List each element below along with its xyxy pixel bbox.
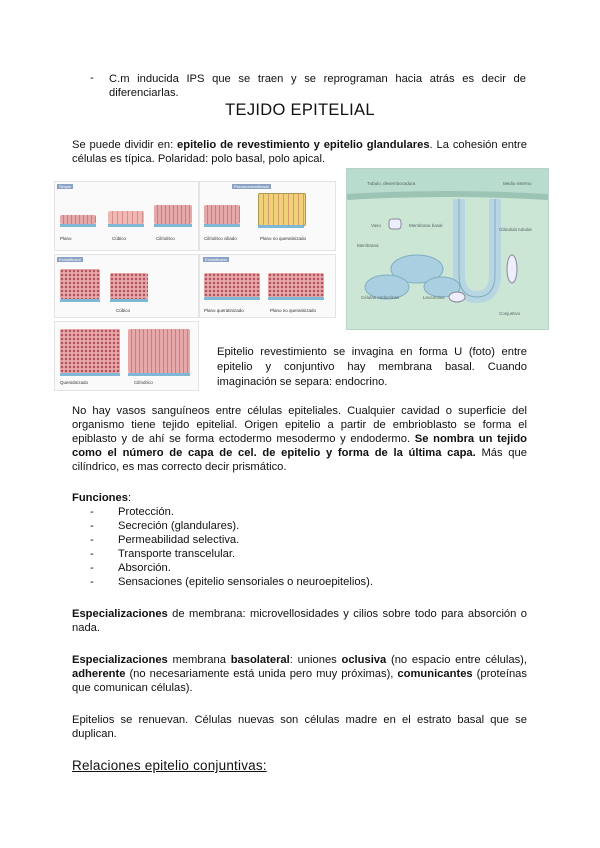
diagram-label-8: Leucocitos: [423, 295, 445, 300]
tag-simple: Simple: [59, 184, 72, 189]
tissue-simple-cyl: [154, 205, 192, 224]
tissue-strat-5: [60, 329, 120, 373]
intro-prefix: Se puede dividir en:: [72, 139, 178, 151]
gland-diagram: [346, 168, 549, 330]
especializaciones-basolateral: [72, 653, 527, 695]
intro-bold: epitelio de revestimiento y epitelio glandulares: [177, 139, 430, 151]
tissue-strat-2: [110, 273, 148, 299]
tag-strat2: Estratificado: [205, 257, 228, 262]
espec2-b2: basolateral: [230, 654, 290, 666]
tissue-simple-cubic: [108, 211, 144, 224]
funciones-list: [90, 505, 527, 589]
tag-strat1: Estratificado: [59, 257, 82, 262]
list-item: - Absorción.: [90, 561, 527, 575]
tissue-pseudo-1: [204, 205, 240, 224]
tissue-strat-4: [268, 273, 324, 297]
para2-text: No hay vasos sanguíneos entre células epiteliales. Cualquier cavidad o superficie del organismo tiene tejido epitelial. Origen epitelio a partir de embrioblasto se forma el epiblasto y de ahí se forma ectodermo mesodermo y endodermo.: [72, 405, 527, 445]
list-item: - Protección.: [90, 505, 527, 519]
espec2-t4: (no necesariamente está unida pero muy próximas),: [125, 668, 398, 680]
diagram-label-2: Medio externo: [503, 181, 532, 186]
label-5: Plano no queratinizado: [260, 236, 307, 241]
subheading-relaciones: Relaciones epitelio conjuntivas:: [72, 758, 267, 773]
tissue-strat-3: [204, 273, 260, 297]
dash-marker: -: [90, 72, 94, 84]
diagram-label-7: Células endocrinas: [361, 295, 400, 300]
funciones-colon: :: [127, 492, 132, 504]
diagram-label-6: Membrana: [357, 243, 379, 248]
espec2-b3: oclusiva: [341, 654, 387, 666]
para2-bold: Se nombra un tejido como el número de capa de cel. de epitelio y forma de la última capa.: [72, 433, 527, 459]
funciones-section: [72, 491, 527, 589]
surface-epithelium: [347, 194, 548, 197]
paragraph-vessels: [72, 404, 527, 474]
label-3: Cilíndrico: [156, 236, 175, 241]
tissue-strat-6: [128, 329, 190, 373]
funciones-title: Funciones: [72, 492, 128, 504]
top-bullet: [90, 72, 526, 100]
label-10: Cilíndrico: [134, 380, 153, 385]
espec2-t2: : uniones: [289, 654, 342, 666]
basal-3: [154, 224, 192, 227]
espec1-text: de membrana: microvellosidades y cilios sobre todo para absorción o nada.: [72, 608, 527, 634]
u-invagination: [459, 199, 495, 297]
vessel-3: [507, 255, 517, 283]
tissue-simple-flat: [60, 215, 96, 224]
basal-10: [60, 373, 120, 376]
page-title: TEJIDO EPITELIAL: [225, 101, 375, 119]
basal-11: [128, 373, 190, 376]
funciones-heading: [72, 491, 527, 505]
basal-2: [108, 224, 144, 227]
espec2-b4: adherente: [72, 668, 126, 680]
espec2-b1: Especializaciones: [72, 654, 168, 666]
espec2-t5: (proteínas que comunican células).: [72, 668, 527, 694]
label-9: Queratinizado: [60, 380, 89, 385]
tissue-pseudo-2: [258, 193, 306, 226]
basal-7: [110, 299, 148, 302]
list-item: - Secreción (glandulares).: [90, 519, 527, 533]
diagram-label-5: Glándula tubular: [499, 227, 533, 232]
label-6: Cúbico: [116, 308, 131, 313]
diagram-label-3: Vaso: [371, 223, 381, 228]
basal-1: [60, 224, 96, 227]
basal-4: [204, 224, 240, 227]
basal-8: [204, 297, 260, 300]
tissue-strat-1: [60, 269, 100, 299]
figure-caption: Epitelio revestimiento se invagina en forma U (foto) entre epitelio y conjuntivo hay membrana basal. Cuando imaginación se separa: endocrino.: [217, 346, 527, 388]
diagram-label-4: Membrana basal: [409, 223, 443, 228]
espec2-t3: (no espacio entre células),: [386, 654, 527, 666]
list-item: - Sensaciones (epitelio sensoriales o neuroepitelios).: [90, 575, 527, 589]
label-7: Plano queratinizado: [204, 308, 244, 313]
basal-9: [268, 297, 324, 300]
vessel-2: [449, 292, 465, 302]
intro-paragraph: [72, 138, 527, 166]
diagram-label-1: Tubulo, desembocadura: [367, 181, 416, 186]
para2-suffix: Más que cilíndrico, es mas correcto decir prismático.: [72, 447, 527, 473]
intro-suffix: . La cohesión entre células es típica. Polaridad: polo basal, polo apical.: [72, 139, 527, 165]
vessel-1: [389, 219, 401, 229]
espec1-bold: Especializaciones: [72, 608, 168, 620]
label-8: Plano no queratinizado: [270, 308, 317, 313]
basal-5: [258, 225, 304, 228]
paragraph-renewal: Epitelios se renuevan. Células nuevas son células madre en el estrato basal que se duplican.: [72, 714, 527, 740]
espec2-b5: comunicantes: [397, 668, 473, 680]
top-bullet-line1: C.m inducida IPS que se traen y se reprograman hacia atrás es decir de: [109, 73, 526, 85]
top-bullet-line2: diferenciarlas.: [109, 87, 179, 99]
gland-illustration: [347, 169, 548, 329]
list-item: - Permeabilidad selectiva.: [90, 533, 527, 547]
label-1: Plano: [60, 236, 72, 241]
especializaciones-membrana: [72, 607, 527, 635]
label-4: Cilíndrico ciliado: [204, 236, 237, 241]
espec2-t1: membrana: [167, 654, 231, 666]
basal-6: [60, 299, 100, 302]
list-item: - Transporte transcelular.: [90, 547, 527, 561]
diagram-label-9: Conjuntivo: [499, 311, 521, 316]
tag-pseudo: Pseudoestratificado: [234, 184, 270, 189]
label-2: Cúbico: [112, 236, 127, 241]
